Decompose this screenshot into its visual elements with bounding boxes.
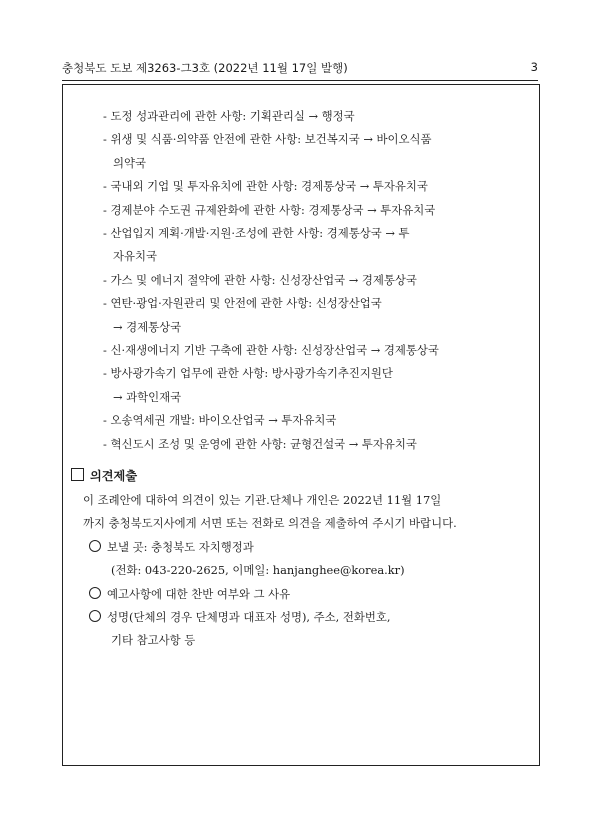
transfer-list xyxy=(103,105,533,456)
list-item: - 오송역세권 개발: 바이오산업국 → 투자유치국 xyxy=(103,413,337,428)
bullet-item: 성명(단체의 경우 단체명과 대표자 성명), 주소, 전화번호, xyxy=(71,606,536,629)
circle-bullet-icon xyxy=(89,540,101,552)
list-item: - 가스 및 에너지 절약에 관한 사항: 신성장산업국 → 경제통상국 xyxy=(103,272,417,287)
list-item: - 위생 및 식품·의약품 안전에 관한 사항: 보건복지국 → 바이오식품 의약국 xyxy=(103,132,432,170)
gazette-title: 충청북도 도보 제3263-그3호 (2022년 11월 17일 발행) xyxy=(62,61,348,75)
page-number: 3 xyxy=(530,60,538,74)
square-bullet-icon xyxy=(71,468,84,481)
content-frame xyxy=(62,84,540,766)
list-item: - 혁신도시 조성 및 운영에 관한 사항: 균형건설국 → 투자유치국 xyxy=(103,436,417,451)
opinion-paragraph-line2: 까지 충청북도지사에게 서면 또는 전화로 의견을 제출하여 주시기 바랍니다. xyxy=(83,516,457,531)
opinion-paragraph-line1: 이 조례안에 대하여 의견이 있는 기관.단체나 개인은 2022년 11월 17일 xyxy=(83,493,442,507)
list-item: - 연탄·광업·자원관리 및 안전에 관한 사항: 신성장산업국 → 경제통상국 xyxy=(103,296,382,334)
bullet-item: 보낼 곳: 충청북도 자치행정과 xyxy=(71,536,536,559)
list-item: - 방사광가속기 업무에 관한 사항: 방사광가속기추진지원단 → 과학인재국 xyxy=(103,366,393,404)
circle-bullet-icon xyxy=(89,587,101,599)
circle-bullet-icon xyxy=(89,610,101,622)
list-item: - 산업입지 계획·개발·지원·조성에 관한 사항: 경제통상국 → 투 자유치국 xyxy=(103,226,410,264)
bullet-continuation: 기타 참고사항 등 xyxy=(111,633,196,648)
list-item: - 도정 성과관리에 관한 사항: 기획관리실 → 행정국 xyxy=(103,109,355,123)
page-header xyxy=(62,58,538,81)
list-item: - 국내외 기업 및 투자유치에 관한 사항: 경제통상국 → 투자유치국 xyxy=(103,179,428,194)
opinion-section xyxy=(71,465,536,653)
bullet-item: 예고사항에 대한 찬반 여부와 그 사유 xyxy=(71,583,536,606)
list-item: - 경제분야 수도권 규제완화에 관한 사항: 경제통상국 → 투자유치국 xyxy=(103,202,436,217)
contact-info: (전화: 043-220-2625, 이메일: hanjanghee@korea.kr) xyxy=(111,563,405,578)
section-heading: 의견제출 xyxy=(71,465,536,487)
list-item: - 신·재생에너지 기반 구축에 관한 사항: 신성장산업국 → 경제통상국 xyxy=(103,343,439,358)
